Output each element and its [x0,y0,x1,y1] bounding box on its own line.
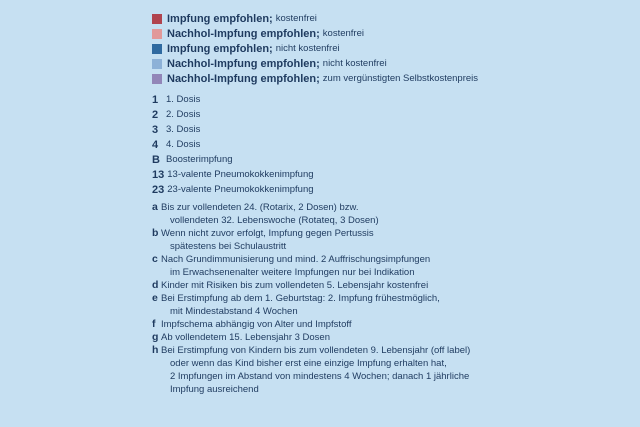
footnote [152,318,470,331]
footnote [152,279,470,292]
footnote-key: e [152,292,158,304]
footnote-line: im Erwachsenenalter weitere Impfungen nur bei Indikation [170,267,415,278]
legend-swatch [152,29,162,39]
footnote-line: oder wenn das Kind bisher erst eine einzige Impfung erhalten hat, [170,358,447,369]
legend-note: nicht kostenfrei [322,58,387,69]
abbreviation-text: 13-valente Pneumokokkenimpfung [167,169,314,180]
footnote-line: Bis zur vollendeten 24. (Rotarix, 2 Dosen) bzw. [161,202,359,213]
footnote-key: f [152,318,156,330]
abbreviation-text: 2. Dosis [166,109,201,120]
legend-separator: ; [316,57,320,70]
legend-note: nicht kostenfrei [275,43,340,54]
footnote-line: 2 Impfungen im Abstand von mindestens 4 Wochen; danach 1 jährliche [170,371,470,382]
footnote-line: Kinder mit Risiken bis zum vollendeten 5. Lebensjahr kostenfrei [161,280,429,291]
footnote [152,253,470,279]
footnote-key: a [152,201,158,213]
legend-separator: ; [269,12,273,25]
footnote-key: d [152,279,159,291]
abbreviation-list [152,92,314,197]
footnote-line: Nach Grundimmunisierung und mind. 2 Auffrischungsimpfungen [161,254,431,265]
legend-note: kostenfrei [322,28,364,39]
abbreviation-text: 3. Dosis [166,124,201,135]
footnote [152,201,470,227]
legend-swatch [152,14,162,24]
footnote-line: Bei Erstimpfung von Kindern bis zum vollendeten 9. Lebensjahr (off label) [161,345,471,356]
footnote-line: spätestens bei Schulaustritt [170,241,287,252]
legend-label: Nachhol-Impfung empfohlen [167,57,317,70]
abbreviation-text: 23-valente Pneumokokkenimpfung [167,184,314,195]
abbreviation-key: 23 [152,183,165,196]
abbreviation-item [152,137,314,152]
legend-label: Nachhol-Impfung empfohlen [167,27,317,40]
abbreviation-text: 1. Dosis [166,94,201,105]
legend-separator: ; [269,42,273,55]
abbreviation-key: B [152,153,160,166]
legend-label: Impfung empfohlen [167,12,270,25]
abbreviation-key: 3 [152,123,159,136]
legend-swatch [152,74,162,84]
abbreviation-key: 1 [152,93,159,106]
legend-item [152,71,478,86]
abbreviation-item [152,92,314,107]
footnote [152,331,470,344]
footnote [152,344,470,396]
legend-note: kostenfrei [275,13,317,24]
legend-item [152,56,478,71]
legend-item [152,26,478,41]
legend-swatch [152,59,162,69]
footnote-line: Impfung ausreichend [170,384,259,395]
footnote-line: Bei Erstimpfung ab dem 1. Geburtstag: 2. Impfung frühestmöglich, [161,293,440,304]
footnote-line: Impfschema abhängig von Alter und Impfstoff [161,319,352,330]
abbreviation-text: 4. Dosis [166,139,201,150]
legend-swatch [152,44,162,54]
abbreviation-key: 2 [152,108,159,121]
legend-separator: ; [316,72,320,85]
footnote [152,292,470,318]
footnote-key: b [152,227,159,239]
legend-label: Impfung empfohlen [167,42,270,55]
abbreviation-item [152,122,314,137]
footnote-key: h [152,344,159,356]
legend-separator: ; [316,27,320,40]
legend-item [152,11,478,26]
abbreviation-key: 4 [152,138,159,151]
footnote-line: vollendeten 32. Lebenswoche (Rotateq, 3 Dosen) [170,215,379,226]
footnote-line: Ab vollendetem 15. Lebensjahr 3 Dosen [161,332,331,343]
abbreviation-item [152,167,314,182]
footnote [152,227,470,253]
footnote-line: Wenn nicht zuvor erfolgt, Impfung gegen Pertussis [161,228,374,239]
legend [152,11,478,86]
legend-item [152,41,478,56]
abbreviation-item [152,152,314,167]
legend-note: zum vergünstigten Selbstkostenpreis [322,73,479,84]
footnote-line: mit Mindestabstand 4 Wochen [170,306,298,317]
abbreviation-item [152,182,314,197]
legend-label: Nachhol-Impfung empfohlen [167,72,317,85]
abbreviation-item [152,107,314,122]
footnote-key: c [152,253,158,265]
abbreviation-text: Boosterimpfung [166,154,233,165]
footnote-key: g [152,331,159,343]
footnote-list [152,201,470,396]
abbreviation-key: 13 [152,168,165,181]
